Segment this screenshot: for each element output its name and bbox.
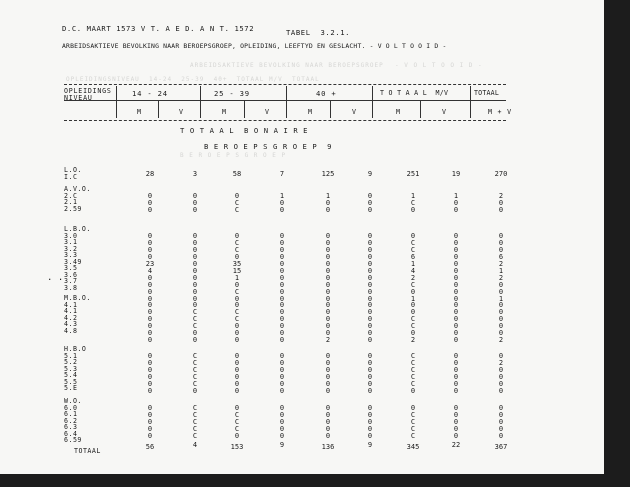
table-cell: 1 C 0: [410, 192, 416, 214]
table-cell: 0 0 0 0 0 0: [367, 352, 373, 395]
table-cell: 0 0 0 0 0 0: [147, 352, 153, 395]
table-cell: 0 0 0 0 0: [325, 404, 331, 440]
section-title: T O T A A L B O N A I R E: [180, 126, 309, 135]
table-cell: 0 0 0 0 23 4 0 0 0 0: [145, 232, 155, 303]
table-cell: 58: [232, 170, 242, 178]
table-cell: C C C C C 0: [410, 352, 416, 395]
row-label: L.O. I.C: [64, 166, 82, 181]
table-cell: 0 0 0: [147, 192, 153, 214]
header-divider-4: [372, 86, 373, 118]
table-cell: 125: [321, 170, 335, 178]
table-cell: 0 0 0 0 0 0 0 0 0 0: [325, 232, 331, 303]
total-cell: 345: [406, 443, 420, 451]
header-mid-rule: [64, 100, 506, 101]
total-cell: 153: [230, 443, 244, 451]
table-cell: 0 C C 0 35 15 1 0 C 0: [232, 232, 242, 303]
table-cell: 0 0 0 0 0: [367, 404, 373, 440]
margin-dots: . .: [47, 273, 64, 283]
header-divider-2: [200, 86, 201, 118]
age-group-header: 40 +: [316, 89, 337, 98]
table-cell: 1 0 0: [453, 192, 459, 214]
total-cell: 9: [367, 441, 373, 449]
table-cell: 0 0 0 0 0 0: [453, 301, 459, 344]
table-cell: 0 0 0 0 0: [279, 404, 285, 440]
header-divider-3: [286, 86, 287, 118]
table-cell: 0 2 0 0 0 0: [498, 352, 504, 395]
sex-divider: [158, 101, 159, 118]
table-cell: 0 0 0 0 0 2: [325, 301, 331, 344]
total-cell: 4: [192, 441, 198, 449]
table-cell: C C C C C: [192, 404, 198, 440]
table-cell: 270: [494, 170, 508, 178]
table-number: TABEL 3.2.1.: [286, 28, 351, 37]
table-cell: 0 0 0 0 0 0: [367, 301, 373, 344]
table-cell: 0 0 0 0 0: [498, 404, 504, 440]
sex-label: M: [137, 108, 142, 116]
table-cell: 1 0 0: [325, 192, 331, 214]
table-cell: 0 C C C 0: [234, 404, 240, 440]
table-cell: 9: [367, 170, 373, 178]
table-cell: 0 0 0 0 0 0: [453, 352, 459, 395]
report-source-line: D.C. MAART 1573 V T. A E D. A N T. 1572: [62, 24, 255, 33]
sex-divider: [330, 101, 331, 118]
table-cell: 3: [192, 170, 198, 178]
sex-label: M + V: [488, 108, 512, 116]
sex-label: V: [352, 108, 357, 116]
row-label: A.V.O. 2.C 2.1 2.59: [64, 185, 91, 213]
table-cell: 0 C C C 0 0: [192, 301, 198, 344]
table-cell: 0 0 0 0 0 0: [279, 352, 285, 395]
row-label-header: OPLEIDINGS NIVEAU: [64, 87, 112, 102]
table-cell: 0 C C 0 0 0: [234, 301, 240, 344]
table-cell: 0 0 0 0 0 0: [325, 352, 331, 395]
table-cell: 19: [451, 170, 461, 178]
table-cell: 0 0 0 0 0 0 0 0 0 0: [453, 232, 459, 303]
sex-label: V: [442, 108, 447, 116]
age-group-header: 25 - 39: [214, 89, 250, 98]
age-group-header: 14 - 24: [132, 89, 168, 98]
row-label: L.B.O. 3.0 3.1 3.2 3.3 3.49 3.5 3.6 3.7 3.8: [64, 225, 91, 292]
table-cell: 2 0 0: [498, 192, 504, 214]
table-title: ARBEIDSAKTIEVE BEVOLKING NAAR BEROEPSGROEP, OPLEIDING, LEEFTYD EN GESLACHT. - V O L T O O I D -: [62, 42, 447, 50]
total-header: TOTAAL: [474, 89, 500, 97]
sex-label: V: [179, 108, 184, 116]
sex-divider: [244, 101, 245, 118]
table-cell: 0 0 0: [367, 192, 373, 214]
sex-label: M: [396, 108, 401, 116]
table-cell: C C C C C 0: [192, 352, 198, 395]
table-cell: 0 C C 6 1 4 2 C 0 1: [410, 232, 416, 303]
table-cell: 0 0 0 0 0 0 0 0 0 0: [367, 232, 373, 303]
total-cell: 136: [321, 443, 335, 451]
table-cell: 0 0 0: [192, 192, 198, 214]
total-row-label: TOTAAL: [74, 447, 101, 455]
table-cell: 0 0 0 0 0 0: [279, 301, 285, 344]
row-label: W.O. 6.0 6.1 6.2 6.3 6.4 6.59: [64, 397, 82, 444]
row-label: M.B.O. 4.1 4.1 4.2 4.3 4.8: [64, 294, 91, 335]
table-cell: 0 0 0 0 0 0: [234, 352, 240, 395]
header-divider-1: [116, 86, 117, 118]
table-cell: 0 0 0 0 0 0 0 0 0 0: [279, 232, 285, 303]
table-cell: 0 0 0 6 2 1 2 0 0 1: [498, 232, 504, 303]
table-cell: 28: [145, 170, 155, 178]
row-label: H.B.O 5.1 5.2 5.3 5.4 5.5 5.E: [64, 345, 87, 392]
header-divider-5: [470, 86, 471, 118]
table-cell: 1 0 0: [279, 192, 285, 214]
table-cell: 0 0 C C 0 2: [410, 301, 416, 344]
table-cell: 251: [406, 170, 420, 178]
table-cell: 0 0 0 0 0: [147, 404, 153, 440]
table-cell: 0 0 0 0 0: [453, 404, 459, 440]
table-cell: 0 C C C C: [410, 404, 416, 440]
total-cell: 9: [279, 441, 285, 449]
header-top-rule: [64, 84, 506, 85]
header-bottom-rule: [64, 120, 506, 121]
total-mv-header: T O T A A L M/V: [380, 89, 449, 97]
group-title: B E R O E P S G R O E P 9: [204, 142, 333, 151]
document-page: ARBEIDSAKTIEVE BEVOLKING NAAR BEROEPSGROEP - V O L T O O I D - OPLEIDINGSNIVEAU 14-24 25-39 40+ TOTAAL M/V TOTAAL B E R O E P S G R O E P D.C. MAART 1573 V T. A E D. A N T. 1572 TABEL 3.2.1. ARBEIDSAKTIEVE BEVOLKING NAAR BEROEPSGROEP, OPLEIDING, LEEFTYD EN GESLACHT. - V O L T O O I D - OPLEIDINGS NIVEAU 14 - 24 25 - 39 40 + T O T A A L M/V TOTAAL M V M V M V M V M + V T O T A A L B O N A I R E B E R O E P S G R O E P 9 L.O. I.C 28 3 58 7 125 9 251 19 270 A.V.O. 2.C 2.1 2.59 0 0 0 0 0 0 0 C C 1 0 0 1 0 0 0 0 0 1 C 0 1 0 0 2 0 0 L.B.O. 3.0 3.1 3.2 3.3 3.49 3.5 3.6 3.7 3.8 0 0 0 0 23 4 0 0 0 0 0 0 0 0 0 0 0 0 0 0 0 C C 0 35 15 1 0 C 0 0 0 0 0 0 0 0 0 0 0 0 0 0 0 0 0 0 0 0 0 0 0 0 0 0 0 0 0 0 0 0 C C 6 1 4 2 C 0 1 0 0 0 0 0 0 0 0 0 0 0 0 0 6 2 1 2 0 0 1 M.B.O. 4.1 4.1 4.2 4.3 4.8 0 0 0 0 0 0 0 C C C 0 0 0 C C 0 0 0 0 0 0 0 0 0 0 0 0 0 0 2 0 0 0 0 0 0 0 0 C C 0 2 0 0 0 0 0 0 0 0 0 0 0 2 H.B.O 5.1 5.2 5.3 5.4 5.5 5.E 0 0 0 0 0 0 C C C C C 0 0 0 0 0 0 0 0 0 0 0 0 0 0 0 0 0 0 0 0 0 0 0 0 0 C C C C C 0 0 0 0 0 0 0 0 2 0 0 0 0 W.O. 6.0 6.1 6.2 6.3 6.4 6.59 0 0 0 0 0 C C C C C 0 C C C 0 0 0 0 0 0 0 0 0 0 0 0 0 0 0 0 0 C C C C 0 0 0 0 0 0 0 0 0 0 TOTAAL 56 4 153 9 136 9 345 22 367 . .: [0, 0, 604, 474]
table-cell: 0 0 0 0 0 0 0 0 0 0: [192, 232, 198, 303]
table-cell: 0 C C: [234, 192, 240, 214]
sex-label: M: [222, 108, 227, 116]
total-cell: 367: [494, 443, 508, 451]
sex-label: M: [308, 108, 313, 116]
total-cell: 56: [145, 443, 155, 451]
total-cell: 22: [451, 441, 461, 449]
sex-divider: [420, 101, 421, 118]
table-cell: 0 0 0 0 0 2: [498, 301, 504, 344]
table-cell: 0 0 0 0 0 0: [147, 301, 153, 344]
table-cell: 7: [279, 170, 285, 178]
sex-label: V: [265, 108, 270, 116]
